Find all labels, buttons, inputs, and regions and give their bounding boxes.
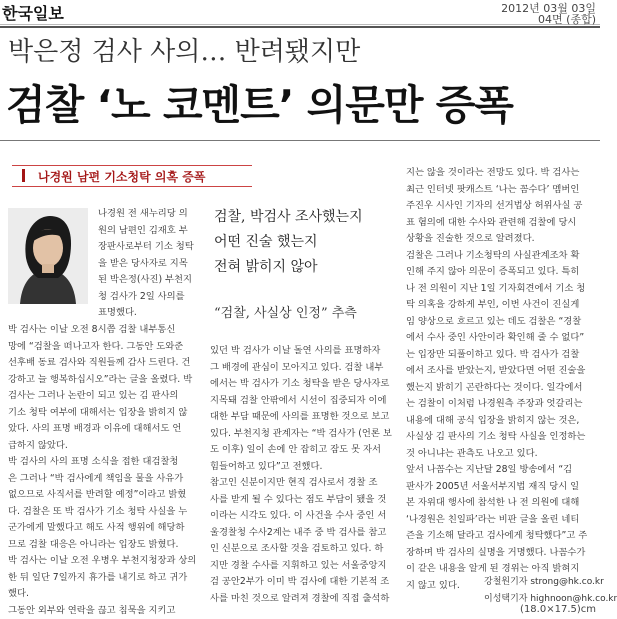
text-line: 그동안 외부와 연락을 끊고 침묵을 지키고 xyxy=(8,604,176,616)
pull-quote-subtitle: “검찰, 사실상 인정” 추측 xyxy=(214,306,357,321)
text-line: 사실상 김 판사의 기소 청탁 사실을 인정하는 xyxy=(406,431,586,442)
text-line: 상황을 진술한 것으로 알려졌다. xyxy=(406,233,535,244)
text-line: 한 뒤 일단 7일까지 휴가를 내기로 하고 귀가 xyxy=(8,571,188,583)
text-line: 판사가 2005년 서울서부지법 재직 당시 일 xyxy=(406,480,580,492)
column-2 xyxy=(210,343,402,607)
text-line: 기소 청탁 여부에 대해서는 입장을 밝히지 않 xyxy=(8,406,188,418)
pull-quote-line: 어떤 진술 했는지 xyxy=(214,234,318,250)
kicker-text: 나경원 남편 기소청탁 의혹 증폭 xyxy=(38,170,206,184)
text-line: 청 검사가 2일 사의를 xyxy=(98,290,185,302)
text-line: 본 자위대 행사에 참석한 나 전 의원에 대해 xyxy=(406,497,580,508)
text-line: 지 않고 있다. xyxy=(406,579,460,591)
text-line: 에서 조사를 받았는지, 받았다면 어떤 진술을 xyxy=(406,365,586,376)
text-line: 박 검사는 이날 오전 8시쯤 검찰 내부통신 xyxy=(8,324,176,335)
issue-date: 2012년 03월 03일 xyxy=(501,2,596,15)
text-line: 군가에게 말했다고 해도 사적 행위에 해당하 xyxy=(8,522,185,533)
text-line: 앞서 나꼼수는 지난달 28일 방송에서 “김 xyxy=(406,464,573,475)
divider xyxy=(0,140,600,141)
text-line: 임 양상으로 흐르고 있는 데도 검찰은 “경찰 xyxy=(406,315,582,327)
text-line: 박 검사의 사의 표명 소식을 접한 대검찰청 xyxy=(8,456,179,467)
text-line: 힘들어하고 있다”고 전했다. xyxy=(210,460,323,472)
text-line: 것 아니냐는 관측도 나오고 있다. xyxy=(406,447,538,459)
text-line: 표명했다. xyxy=(98,307,137,318)
text-line: 이라는 시각도 있다. 이 사건을 수사 중인 서 xyxy=(210,510,387,521)
text-line: 탁 의혹을 강하게 부인, 이번 사건이 진실게 xyxy=(406,299,580,310)
person-photo xyxy=(8,208,88,304)
subheadline-box xyxy=(0,26,600,68)
text-line: 있던 박 검사가 이날 돌연 사의를 표명하자 xyxy=(210,345,381,356)
text-line: 참고인 신분이지만 현직 검사로서 경찰 조 xyxy=(210,477,378,488)
text-line: 검사는 그러나 논란이 되고 있는 김 판사의 xyxy=(8,390,179,401)
text-line: 선후배 동료 검사와 직원들께 감사 드린다. 건 xyxy=(8,357,191,368)
text-line: 된 박은정(사진) 부천지 xyxy=(98,274,192,285)
text-line: 박 검사는 이날 오전 우병우 부천지청장과 상의 xyxy=(8,555,197,566)
text-line: 울경찰청 수사2계는 내주 중 박 검사를 참고 xyxy=(210,526,387,538)
text-line: 급하지 않았다. xyxy=(8,439,68,451)
text-line: 이 같은 내용을 알게 된 경위는 아직 밝혀지 xyxy=(406,563,580,574)
text-line: 지목돼 검찰 안팎에서 시선이 집중되자 이에 xyxy=(210,394,387,406)
text-line: 최근 인터넷 팟캐스트 ‘나는 꼼수다’ 멤버인 xyxy=(406,183,580,195)
text-line: 장판사로부터 기소 청탁 xyxy=(98,241,194,252)
column-1-top xyxy=(98,206,206,322)
kicker-marker-icon xyxy=(22,169,25,182)
text-line: 도 이후) 일이 손에 안 잡히고 잠도 못 자서 xyxy=(210,444,381,455)
text-line: 지는 않을 것이라는 전망도 있다. 박 검사는 xyxy=(406,167,580,178)
text-line: 았다. 사의 표명 배경과 이유에 대해서도 언 xyxy=(8,423,182,434)
text-line: 에서는 박 검사가 기소 청탁을 받은 당사자로 xyxy=(210,378,390,389)
column-3 xyxy=(406,165,598,594)
text-line: 했다. xyxy=(8,588,29,599)
text-line: 지만 경찰 수사를 지휘하고 있는 서울중앙지 xyxy=(210,559,387,571)
newspaper-name: 한국일보 xyxy=(2,4,64,23)
text-line: 내용에 대해 공식 입장을 밝히지 않는 것은, xyxy=(406,414,580,426)
byline: 이성택기자 highnoon@hk.co.kr xyxy=(484,594,617,604)
text-line: 는 입장만 되풀이하고 있다. 박 검사가 검찰 xyxy=(406,348,580,360)
text-line: 나 전 의원이 지난 1일 기자회견에서 기소 청 xyxy=(406,282,586,294)
text-line: 사를 받게 될 수 있다는 점도 부담이 됐을 것 xyxy=(210,493,387,505)
text-line: 에서 수사 중인 사안이라 확인해 줄 수 없다” xyxy=(406,332,585,343)
text-line: 다. 검찰은 또 박 검사가 기소 청탁 사실을 누 xyxy=(8,505,188,517)
text-line: 원의 남편인 김재호 부 xyxy=(98,224,188,236)
headline: 검찰 ‘노 코멘트’ 의문만 증폭 xyxy=(6,81,513,129)
byline: 강철원기자 strong@hk.co.kr xyxy=(484,577,604,587)
text-line: 표 혐의에 대한 수사와 관련해 검찰에 당시 xyxy=(406,216,577,228)
text-line: 주진우 시사인 기자의 선거법상 허위사실 공 xyxy=(406,200,583,211)
kicker-box xyxy=(12,165,252,187)
column-1-bottom xyxy=(8,322,206,619)
text-line: 은 그러나 “박 검사에게 책임을 물을 사유가 xyxy=(8,472,184,484)
text-line: 사를 마친 것으로 알려져 경찰에 직접 출석하 xyxy=(210,592,390,604)
text-line: 므로 검찰 대응은 아니라는 입장도 밝혔다. xyxy=(8,538,179,550)
text-line: 망에 “검찰을 떠나고자 한다. 그동안 도와준 xyxy=(8,340,184,352)
text-line: 는 검찰이 이처럼 나경원측 주장과 엇갈리는 xyxy=(406,398,583,409)
pull-quote-line: 검찰, 박검사 조사했는지 xyxy=(214,209,363,225)
text-line: 대한 부담 때문에 사의를 표명한 것으로 보고 xyxy=(210,411,390,422)
text-line: 검 공안2부가 이미 박 검사에 대한 기본적 조 xyxy=(210,576,390,587)
text-line: 그 배경에 관심이 모아지고 있다. 검찰 내부 xyxy=(210,361,384,373)
page-number: 04면 (종합) xyxy=(538,13,596,26)
pull-quote-line: 전혀 밝히지 않아 xyxy=(214,259,318,275)
text-line: 즌을 기소해 달라고 검사에게 청탁했다”고 주 xyxy=(406,530,588,541)
masthead-bar xyxy=(0,0,600,25)
subheadline: 박은정 검사 사의… 반려됐지만 xyxy=(8,37,361,67)
portrait-image xyxy=(8,208,88,304)
text-line: 인 신분으로 조사할 것을 검토하고 있다. 하 xyxy=(210,543,384,554)
text-line: 있다. 부천지청 관계자는 “박 검사가 (언론 보 xyxy=(210,427,392,439)
clipping-size: (18.0×17.5)cm xyxy=(520,604,596,615)
text-line: 강하고 늘 행복하십시오”라는 글을 올렸다. 박 xyxy=(8,373,193,385)
text-line: 했는지 밝히기 곤란하다는 것이다. 일각에서 xyxy=(406,381,583,393)
text-line: 검찰은 그러나 기소청탁의 사실관계조차 확 xyxy=(406,249,580,261)
text-line: 없으므로 사직서를 반려할 예정”이라고 밝혔 xyxy=(8,489,187,500)
text-line: ‘나경원은 친일파’라는 비판 글을 올린 네티 xyxy=(406,513,580,525)
text-line: 인해 주지 않아 의문이 증폭되고 있다. 특히 xyxy=(406,266,580,277)
text-line: 을 받은 당사자로 지목 xyxy=(98,257,188,269)
text-line: 장하며 박 검사의 실명을 거명했다. 나꼼수가 xyxy=(406,546,586,558)
text-line: 나경원 전 새누리당 의 xyxy=(98,208,188,219)
